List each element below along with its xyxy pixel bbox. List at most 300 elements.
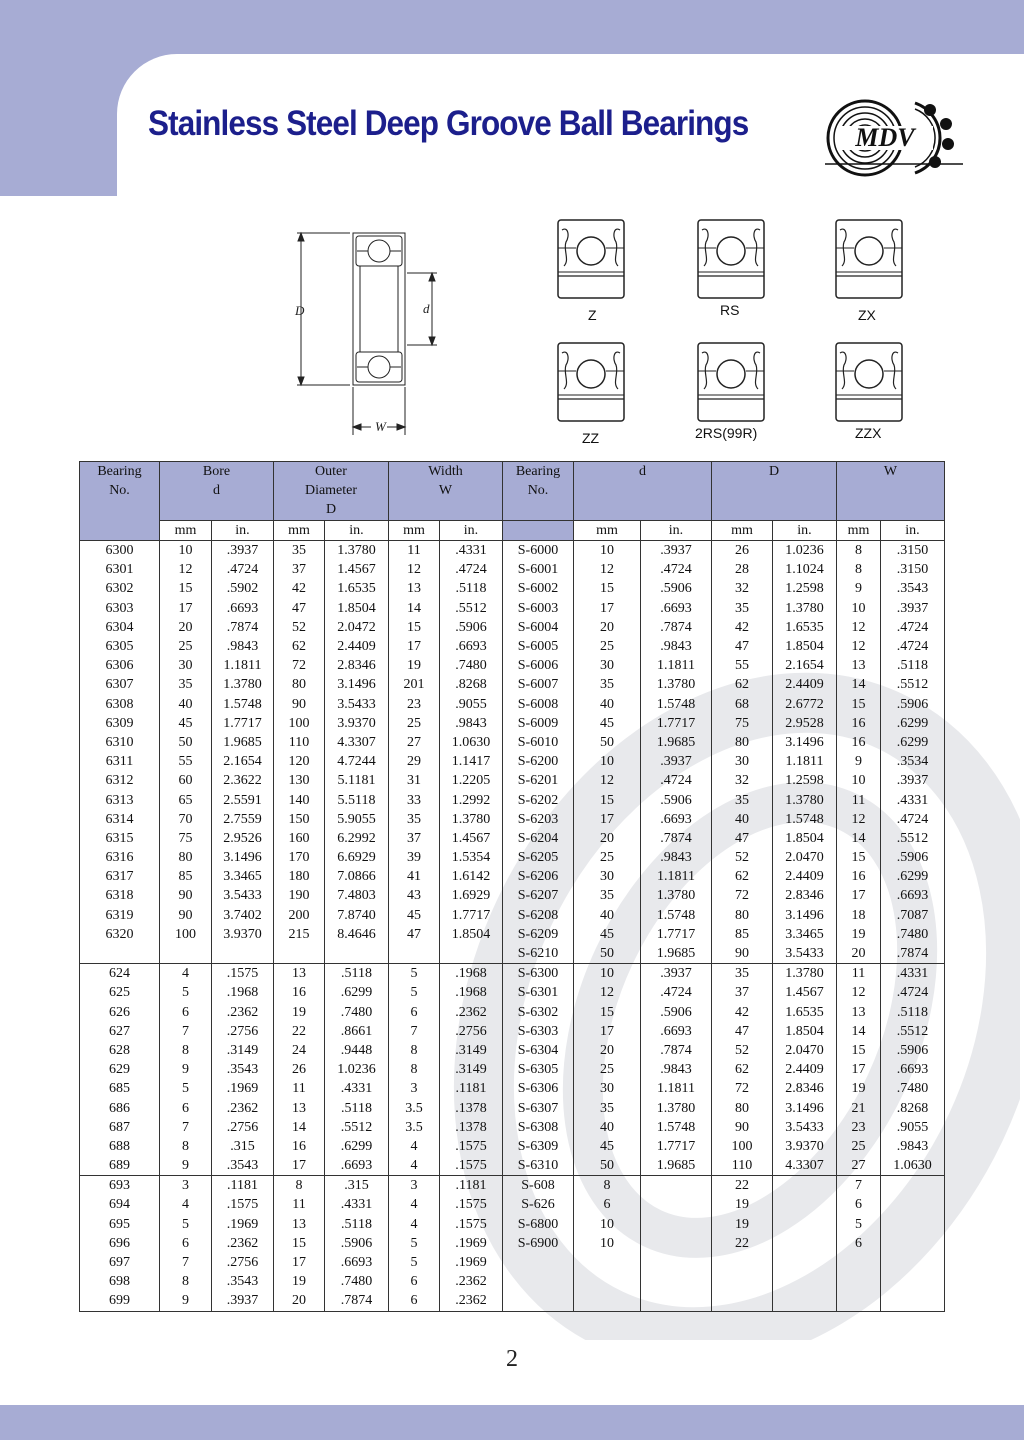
table-cell: 8 (837, 560, 881, 579)
table-cell: 32 (712, 579, 773, 598)
table-cell (641, 1272, 712, 1291)
table-cell: .6693 (881, 1060, 945, 1079)
unit-header-11: mm (837, 521, 881, 541)
table-cell: 1.1811 (212, 656, 274, 675)
table-cell: 1.4567 (773, 983, 837, 1002)
table-cell: 27 (389, 733, 440, 752)
table-cell: S-6308 (503, 1118, 574, 1137)
table-cell: 6302 (80, 579, 160, 598)
table-cell: 41 (389, 867, 440, 886)
table-cell: 8 (574, 1176, 641, 1196)
table-cell (881, 1272, 945, 1291)
table-cell: 9 (160, 1291, 212, 1311)
table-cell: .6693 (440, 637, 503, 656)
table-cell: 11 (837, 790, 881, 809)
table-cell: S-6210 (503, 944, 574, 964)
table-cell: S-6200 (503, 752, 574, 771)
table-cell: .5118 (325, 1098, 389, 1117)
table-cell: 190 (274, 886, 325, 905)
table-cell: 22 (712, 1176, 773, 1196)
table-cell: 52 (712, 848, 773, 867)
table-cell: 1.1811 (641, 656, 712, 675)
table-cell: 2.4409 (773, 867, 837, 886)
table-cell: .5512 (881, 675, 945, 694)
mdv-logo (815, 98, 965, 178)
table-cell: 55 (712, 656, 773, 675)
table-cell: 7 (160, 1253, 212, 1272)
unit-header-5: in. (440, 521, 503, 541)
table-cell: 20 (274, 1291, 325, 1311)
table-cell: .2362 (212, 1003, 274, 1022)
table-cell: .4331 (881, 790, 945, 809)
table-cell (881, 1234, 945, 1253)
table-cell: .1969 (212, 1215, 274, 1234)
table-cell: 1.8504 (773, 829, 837, 848)
table-cell: 5 (160, 1215, 212, 1234)
page-number: 2 (506, 1346, 518, 1372)
table-cell: 6304 (80, 618, 160, 637)
table-cell: 7 (389, 1022, 440, 1041)
table-cell: .4331 (325, 1195, 389, 1214)
table-cell: S-6007 (503, 675, 574, 694)
variant-label-rs: RS (720, 302, 740, 318)
table-cell: 80 (160, 848, 212, 867)
table-cell: 3 (389, 1079, 440, 1098)
unit-header-9: mm (712, 521, 773, 541)
seal-variant-zzx-icon (836, 343, 902, 421)
table-cell: S-6300 (503, 964, 574, 984)
table-cell: .1969 (440, 1253, 503, 1272)
table-cell: 1.5748 (641, 695, 712, 714)
table-cell: 29 (389, 752, 440, 771)
table-cell: 72 (274, 656, 325, 675)
table-cell (837, 1253, 881, 1272)
header-outer-diameter: Outer Diameter D (274, 462, 389, 521)
table-cell: 6306 (80, 656, 160, 675)
table-cell: 7 (837, 1176, 881, 1196)
table-cell: 28 (712, 560, 773, 579)
seal-variant-rs-icon (698, 220, 764, 298)
table-cell: 19 (274, 1272, 325, 1291)
table-cell: 19 (837, 925, 881, 944)
table-cell: S-6002 (503, 579, 574, 598)
table-row (80, 790, 945, 809)
table-cell: 1.2598 (773, 579, 837, 598)
table-cell (881, 1215, 945, 1234)
table-cell: 1.7717 (641, 925, 712, 944)
table-row (80, 541, 945, 561)
table-cell: S-6304 (503, 1041, 574, 1060)
table-cell: .4331 (325, 1079, 389, 1098)
table-cell: 26 (712, 541, 773, 561)
table-cell: 694 (80, 1195, 160, 1214)
table-cell: S-6310 (503, 1156, 574, 1176)
table-cell: 8 (160, 1137, 212, 1156)
table-cell: S-6302 (503, 1003, 574, 1022)
table-cell: 2.9526 (212, 829, 274, 848)
table-cell: S-6208 (503, 906, 574, 925)
table-cell (837, 1272, 881, 1291)
table-cell: 5 (389, 983, 440, 1002)
table-cell: 9 (837, 752, 881, 771)
table-cell: 1.0236 (325, 1060, 389, 1079)
table-cell: 19 (837, 1079, 881, 1098)
table-group-2 (80, 964, 945, 1176)
table-cell: 65 (160, 790, 212, 809)
table-cell: .7874 (641, 1041, 712, 1060)
table-cell: 7.4803 (325, 886, 389, 905)
table-cell: 15 (274, 1234, 325, 1253)
table-row (80, 560, 945, 579)
table-cell: 47 (712, 637, 773, 656)
table-cell: 35 (574, 1098, 641, 1117)
table-cell: 33 (389, 790, 440, 809)
table-cell (773, 1272, 837, 1291)
table-group-1 (80, 541, 945, 964)
table-cell: 60 (160, 771, 212, 790)
table-cell: 35 (574, 886, 641, 905)
table-cell: 1.1417 (440, 752, 503, 771)
table-cell: 25 (574, 848, 641, 867)
table-cell: 25 (389, 714, 440, 733)
table-cell: 40 (574, 695, 641, 714)
table-cell: 8 (389, 1060, 440, 1079)
table-cell: 6.2992 (325, 829, 389, 848)
unit-header-7: mm (574, 521, 641, 541)
table-cell: 6 (389, 1003, 440, 1022)
table-row (80, 599, 945, 618)
table-cell (274, 944, 325, 964)
table-cell (641, 1291, 712, 1311)
table-cell: 1.0630 (881, 1156, 945, 1176)
table-cell: 100 (160, 925, 212, 944)
table-cell: 6316 (80, 848, 160, 867)
table-cell: 1.1024 (773, 560, 837, 579)
table-cell: 16 (274, 983, 325, 1002)
table-cell: .5906 (641, 790, 712, 809)
table-cell: 52 (274, 618, 325, 637)
table-cell: 1.6535 (773, 618, 837, 637)
table-cell: 16 (274, 1137, 325, 1156)
table-cell: .5906 (325, 1234, 389, 1253)
table-cell: S-6010 (503, 733, 574, 752)
table-cell: .3937 (641, 964, 712, 984)
table-cell: .3149 (440, 1060, 503, 1079)
table-cell: 72 (712, 886, 773, 905)
table-cell: .4331 (881, 964, 945, 984)
table-cell: S-6301 (503, 983, 574, 1002)
header-D: D (712, 462, 837, 521)
logo-text: MDV (855, 123, 915, 152)
table-cell: 12 (837, 637, 881, 656)
table-cell: .4724 (881, 983, 945, 1002)
table-cell: 3.9370 (773, 1137, 837, 1156)
table-cell: 150 (274, 810, 325, 829)
table-cell: 17 (574, 1022, 641, 1041)
table-cell: 1.5354 (440, 848, 503, 867)
table-cell: 699 (80, 1291, 160, 1311)
table-cell: 3.5433 (212, 886, 274, 905)
table-cell: .4724 (641, 560, 712, 579)
table-cell: 6 (837, 1234, 881, 1253)
table-cell: 5 (160, 983, 212, 1002)
table-cell: .5118 (325, 964, 389, 984)
table-cell: 1.9685 (212, 733, 274, 752)
table-cell: 1.8504 (440, 925, 503, 944)
table-cell: 6318 (80, 886, 160, 905)
table-cell: 10 (574, 1234, 641, 1253)
table-cell: 10 (574, 1215, 641, 1234)
table-cell: 1.3780 (641, 1098, 712, 1117)
table-cell: .7480 (440, 656, 503, 675)
table-cell (503, 1272, 574, 1291)
table-cell: .3543 (881, 579, 945, 598)
table-cell: 35 (274, 541, 325, 561)
table-cell (712, 1272, 773, 1291)
header-d: d (574, 462, 712, 521)
table-cell: 80 (712, 1098, 773, 1117)
table-cell: 4 (160, 964, 212, 984)
table-cell: 2.1654 (773, 656, 837, 675)
table-cell (641, 1195, 712, 1214)
table-cell: 17 (574, 810, 641, 829)
table-cell: 11 (274, 1195, 325, 1214)
table-cell: 6303 (80, 599, 160, 618)
table-cell: 17 (574, 599, 641, 618)
table-cell: 47 (712, 829, 773, 848)
table-cell: S-6004 (503, 618, 574, 637)
footer-band (0, 1405, 1024, 1440)
table-cell: 6301 (80, 560, 160, 579)
table-cell: 3 (389, 1176, 440, 1196)
table-row (80, 1118, 945, 1137)
table-cell: 6.6929 (325, 848, 389, 867)
table-cell: 5 (389, 1234, 440, 1253)
table-cell: 17 (837, 886, 881, 905)
table-cell: 3.3465 (212, 867, 274, 886)
table-cell: 627 (80, 1022, 160, 1041)
table-cell: .4724 (881, 637, 945, 656)
table-cell: 1.8504 (773, 637, 837, 656)
unit-header-4: mm (389, 521, 440, 541)
table-cell: 10 (160, 541, 212, 561)
table-cell: 110 (712, 1156, 773, 1176)
table-cell: .1969 (440, 1234, 503, 1253)
table-cell: 2.8346 (773, 1079, 837, 1098)
table-cell: 2.7559 (212, 810, 274, 829)
table-cell: 50 (574, 733, 641, 752)
table-cell (574, 1253, 641, 1272)
table-cell: 3.1496 (212, 848, 274, 867)
table-cell: 695 (80, 1215, 160, 1234)
table-cell (881, 1176, 945, 1196)
table-cell: .2362 (440, 1272, 503, 1291)
table-row (80, 579, 945, 598)
table-row (80, 1137, 945, 1156)
table-row (80, 1272, 945, 1291)
table-cell: .2756 (440, 1022, 503, 1041)
table-cell: S-6202 (503, 790, 574, 809)
table-cell: 40 (574, 906, 641, 925)
table-cell: .5906 (881, 695, 945, 714)
table-cell: 43 (389, 886, 440, 905)
table-cell: 12 (574, 771, 641, 790)
table-cell: 14 (837, 675, 881, 694)
table-cell: 1.3780 (773, 599, 837, 618)
table-cell: .7087 (881, 906, 945, 925)
table-cell: 90 (712, 1118, 773, 1137)
table-cell: 85 (712, 925, 773, 944)
table-cell: 47 (389, 925, 440, 944)
table-cell: .9843 (881, 1137, 945, 1156)
table-cell: .1575 (212, 1195, 274, 1214)
table-cell: 624 (80, 964, 160, 984)
table-cell: 1.6929 (440, 886, 503, 905)
table-cell: 2.6772 (773, 695, 837, 714)
table-row (80, 1060, 945, 1079)
table-cell: .5906 (881, 848, 945, 867)
table-cell: .7874 (641, 829, 712, 848)
table-cell: S-6305 (503, 1060, 574, 1079)
table-cell: 17 (274, 1156, 325, 1176)
table-cell: .1969 (212, 1079, 274, 1098)
table-cell: 4.3307 (773, 1156, 837, 1176)
table-cell: .9448 (325, 1041, 389, 1060)
table-row (80, 1234, 945, 1253)
table-cell (641, 1215, 712, 1234)
table-cell: .6299 (325, 983, 389, 1002)
table-cell: .4724 (641, 983, 712, 1002)
variant-label-zz: ZZ (582, 430, 600, 446)
table-cell: .2362 (440, 1003, 503, 1022)
table-cell: .2756 (212, 1253, 274, 1272)
table-cell: S-6204 (503, 829, 574, 848)
table-cell: .2756 (212, 1022, 274, 1041)
table-cell: 42 (712, 1003, 773, 1022)
table-cell: 39 (389, 848, 440, 867)
table-cell: 62 (712, 1060, 773, 1079)
table-cell: 68 (712, 695, 773, 714)
table-cell: 13 (389, 579, 440, 598)
table-cell: .5902 (212, 579, 274, 598)
table-cell: 8 (160, 1272, 212, 1291)
table-cell: 15 (837, 848, 881, 867)
table-cell: .9055 (440, 695, 503, 714)
table-cell: 1.5748 (773, 810, 837, 829)
table-cell: .1575 (440, 1156, 503, 1176)
table-cell: .1181 (440, 1079, 503, 1098)
table-row (80, 810, 945, 829)
table-cell (773, 1215, 837, 1234)
table-cell: S-608 (503, 1176, 574, 1196)
table-cell: 25 (574, 637, 641, 656)
table-cell: 4.3307 (325, 733, 389, 752)
table-cell: 19 (389, 656, 440, 675)
variant-label-zx: ZX (858, 307, 876, 323)
table-cell: .3937 (641, 752, 712, 771)
table-row (80, 944, 945, 964)
table-row (80, 1291, 945, 1311)
seal-variant-zx-icon (836, 220, 902, 298)
table-cell: 3.5433 (773, 944, 837, 964)
table-row (80, 771, 945, 790)
table-cell: .2756 (212, 1118, 274, 1137)
table-cell: 55 (160, 752, 212, 771)
bearing-spec-table (79, 461, 945, 1312)
table-row (80, 886, 945, 905)
table-cell: 27 (837, 1156, 881, 1176)
unit-header-8: in. (641, 521, 712, 541)
table-cell: 6315 (80, 829, 160, 848)
table-cell: 6 (160, 1003, 212, 1022)
table-cell: 3.5 (389, 1098, 440, 1117)
unit-header-12: in. (881, 521, 945, 541)
table-cell: .4724 (641, 771, 712, 790)
table-cell: .6693 (641, 810, 712, 829)
table-cell: 626 (80, 1003, 160, 1022)
table-cell: 110 (274, 733, 325, 752)
table-cell: 15 (837, 695, 881, 714)
table-cell: 11 (389, 541, 440, 561)
table-cell: 21 (837, 1098, 881, 1117)
table-cell: 50 (574, 944, 641, 964)
table-cell: 4 (389, 1215, 440, 1234)
table-cell: 50 (160, 733, 212, 752)
table-cell: .8661 (325, 1022, 389, 1041)
table-cell: 5.1181 (325, 771, 389, 790)
table-cell: 30 (574, 867, 641, 886)
table-cell: 10 (574, 752, 641, 771)
table-cell: 1.7717 (641, 714, 712, 733)
table-cell: 1.3780 (212, 675, 274, 694)
table-cell: 14 (389, 599, 440, 618)
table-cell: 3.1496 (773, 906, 837, 925)
table-cell: 1.5748 (641, 1118, 712, 1137)
table-cell (325, 944, 389, 964)
table-cell: 3.9370 (212, 925, 274, 944)
table-cell: 30 (574, 656, 641, 675)
table-cell: 215 (274, 925, 325, 944)
table-cell: .2362 (212, 1234, 274, 1253)
table-cell: 17 (837, 1060, 881, 1079)
table-cell: .6299 (881, 867, 945, 886)
unit-header-0: mm (160, 521, 212, 541)
table-cell (574, 1272, 641, 1291)
table-cell: .4724 (881, 810, 945, 829)
table-cell: .1575 (440, 1215, 503, 1234)
table-cell: .4724 (212, 560, 274, 579)
table-cell: 45 (574, 714, 641, 733)
table-cell: 35 (712, 964, 773, 984)
table-cell: 16 (837, 733, 881, 752)
table-cell (160, 944, 212, 964)
table-cell: 686 (80, 1098, 160, 1117)
table-row (80, 675, 945, 694)
table-cell: 1.3780 (641, 675, 712, 694)
table-cell: 1.6142 (440, 867, 503, 886)
table-cell: .5118 (881, 1003, 945, 1022)
table-cell (389, 944, 440, 964)
table-cell (641, 1234, 712, 1253)
table-cell: 10 (574, 964, 641, 984)
table-cell: 62 (712, 675, 773, 694)
table-cell: 20 (160, 618, 212, 637)
table-cell: 14 (274, 1118, 325, 1137)
table-cell: .3534 (881, 752, 945, 771)
table-cell: 6314 (80, 810, 160, 829)
table-cell (503, 1253, 574, 1272)
table-cell: 45 (574, 1137, 641, 1156)
